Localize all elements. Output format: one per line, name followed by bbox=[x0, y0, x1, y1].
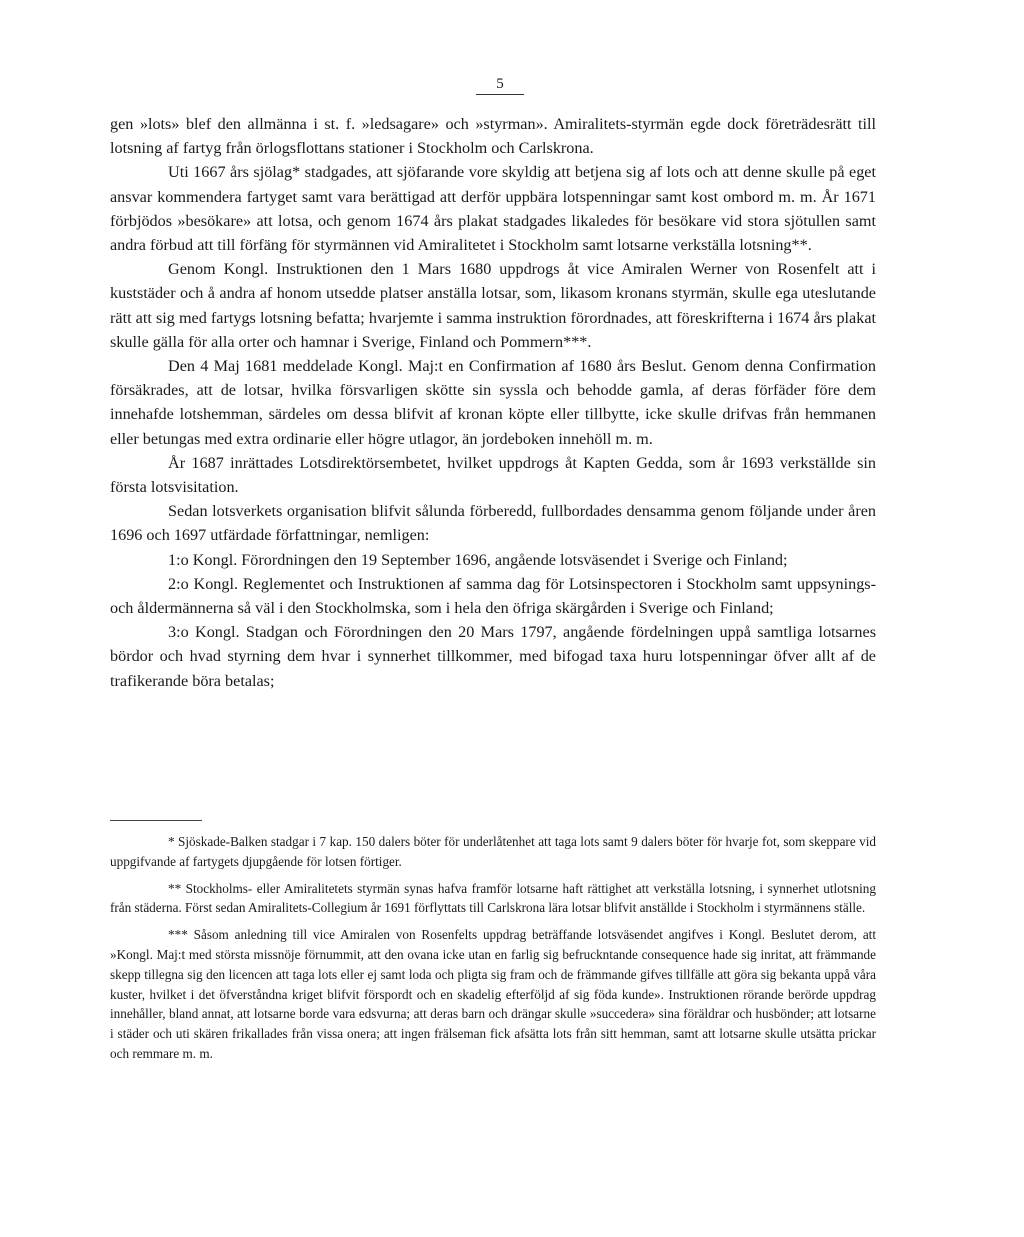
footnote: ** Stockholms- eller Amiralitetets styrmän synas hafva framför lotsarne haft rättighet att verkställa lotsning, i synnerhet utlotsning från städerna. Först sedan Amiralitets-Collegium år 1691 förflyttats till Carlskrona lära lotsar blifvit anställde i Stockholm i styrmännens ställe. bbox=[110, 880, 876, 916]
list-item: 3:o Kongl. Stadgan och Förordningen den 20 Mars 1797, angående fördelningen uppå samtliga lotsarnes bördor och hvad styrning dem hvar i synnerhet tillkommer, med bifogad taxa huru lotspenningar öfver allt af de trafikerande böra betalas; bbox=[110, 623, 876, 690]
list-item: 1:o Kongl. Förordningen den 19 September 1696, angående lotsväsendet i Sverige och Finland; bbox=[168, 550, 788, 569]
list-item: 2:o Kongl. Reglementet och Instruktionen af samma dag för Lotsinspectoren i Stockholm samt uppsynings- och åldermännerna så väl i den Stockholmska, som i hela den öfriga skärgården i Sverige och Finland; bbox=[110, 574, 876, 618]
paragraph: Genom Kongl. Instruktionen den 1 Mars 1680 uppdrogs åt vice Amiralen Werner von Rosenfelt att i kuststäder och å andra af honom utsedde platser anställa lotsar, som, likasom kronans styrmän, skulle ega uteslutande rätt att sig med fartygs lotsning befatta; hvarjemte i samma instruktion förordnades, att föreskrifterna i 1674 års plakat skulle gälla för alla orter och hamnar i Sverige, Finland och Pommern***. bbox=[110, 260, 876, 351]
footnote-divider bbox=[110, 820, 202, 821]
page-number: 5 bbox=[476, 74, 524, 95]
paragraph: År 1687 inrättades Lotsdirektörsembetet, hvilket uppdrogs åt Kapten Gedda, som år 1693 verkställde sin första lotsvisitation. bbox=[110, 453, 876, 497]
paragraph: Uti 1667 års sjölag* stadgades, att sjöfarande vore skyldig att betjena sig af lots och att denne skulle på eget ansvar kommendera fartyget samt vara berättigad att derför uppbära lotspenningar samt kost ombord m. m. År 1671 förbjödos »besökare» att lotsa, och genom 1674 års plakat stadgades likaledes för besökare vid stora sjötullen samt andra förbud att till förfäng för styrmännen vid Amiralitetet i Stockholm samt lotsarne verkställa lotsning**. bbox=[110, 163, 876, 255]
paragraph: Den 4 Maj 1681 meddelade Kongl. Maj:t en Confirmation af 1680 års Beslut. Genom denna Confirmation försäkrades, att de lotsar, hvilka försvarligen skötte sin syssla och behodde gamla, af deras förfäder före dem innehafde lotshemman, särdeles om dessa blifvit af kronan köpte eller tillbytte, icke skulle drifvas från hemmanen eller betungas med extra ordinarie eller högre utlagor, än jordeboken innehöll m. m. bbox=[110, 357, 876, 448]
footnote: *** Såsom anledning till vice Amiralen von Rosenfelts uppdrag beträffande lotsväsendet angifves i Kongl. Beslutet derom, att »Kongl. Maj:t med största missnöje förnummit, att den ovana icke utan en farlig sig befruckntande consequence hade sig inritat, att främmande skepp tillegna sig den licencen att taga lots eller ej samt loda och pligta sig fram och de främmande gifves tillfälle att göra sig bekanta uppå våra kuster, hvilket i det öfverståndna kriget blifvit förspordt och en skadelig efterföljd af sig föda kunde». Instruktionen rörande berörde uppdrag innehåller, bland annat, att lotsarne borde vara edsvurna; att deras barn och drängar skulle »succedera» sina föräldrar och husbönder; att lotsarne i städer och uti skären frikallades från vissa onera; att ingen frälseman fick afsätta lots från sitt hemman, samt att lotsarne skulle utsätta prickar och remmare m. m. bbox=[110, 927, 876, 1061]
paragraph: Sedan lotsverkets organisation blifvit sålunda förberedd, fullbordades densamma genom följande under åren 1696 och 1697 utfärdade författningar, nemligen: bbox=[110, 502, 876, 545]
footnote: * Sjöskade-Balken stadgar i 7 kap. 150 dalers böter för underlåtenhet att taga lots samt 9 dalers böter för hvarje fot, som skeppare vid uppgifvande af fartygets djupgående för lotsen förtiger. bbox=[110, 834, 876, 869]
footnotes bbox=[110, 832, 876, 1071]
main-text bbox=[110, 112, 876, 693]
paragraph: gen »lots» blef den allmänna i st. f. »ledsagare» och »styrman». Amiralitets-styrmän egde dock företrädesrätt till lotsning af fartyg från örlogsflottans stationer i Stockholm och Carlskrona. bbox=[110, 115, 876, 158]
